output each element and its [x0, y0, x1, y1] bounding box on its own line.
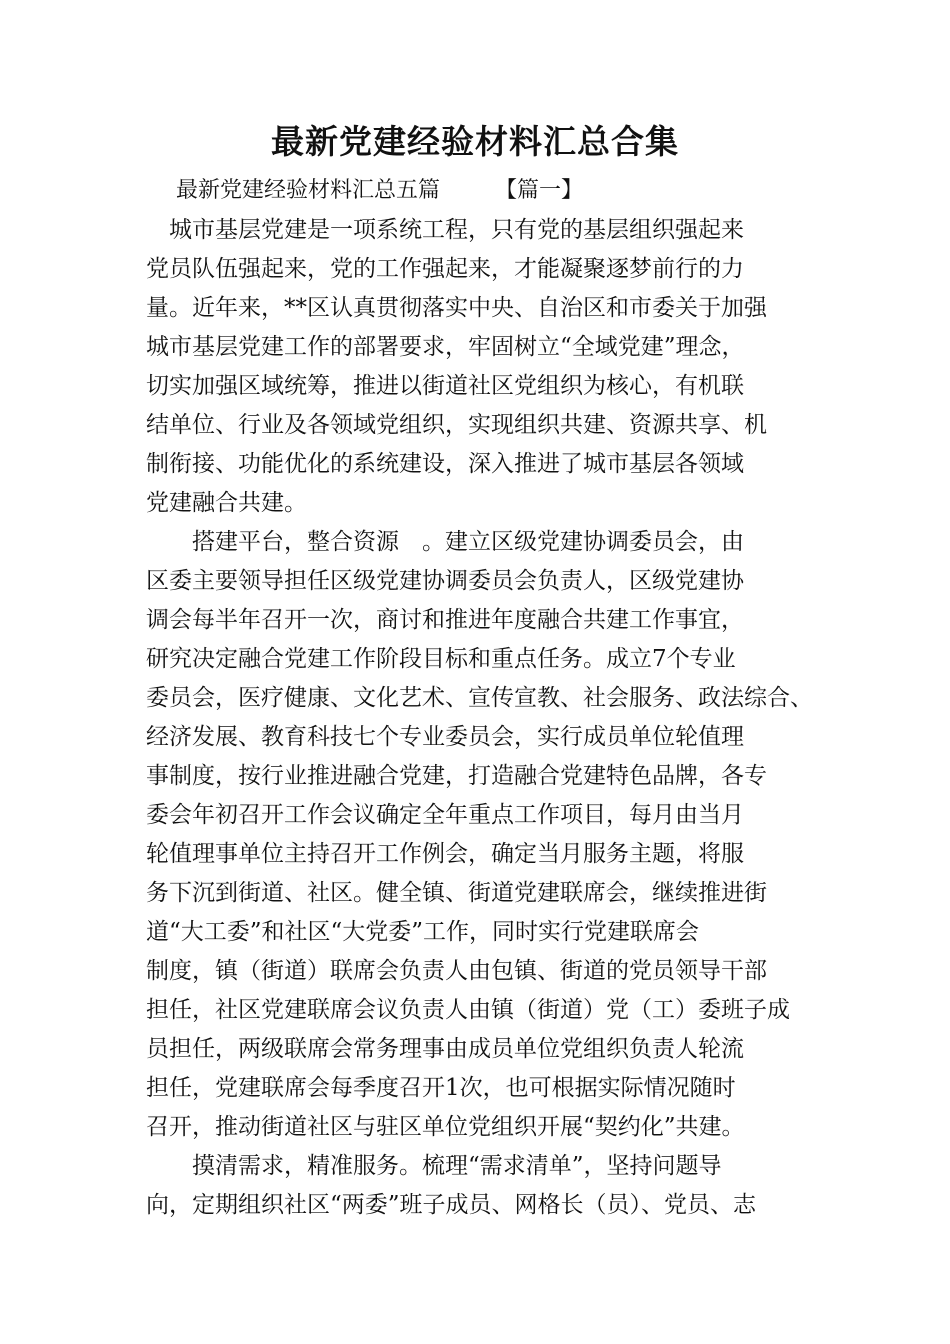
paragraph-line: 调会每半年召开一次，商讨和推进年度融合共建工作事宜， [146, 607, 744, 633]
paragraph-line: 城市基层党建工作的部署要求，牢固树立“全域党建”理念， [146, 334, 745, 360]
paragraph-line: 员担任，两级联席会常务理事由成员单位党组织负责人轮流 [146, 1036, 744, 1062]
paragraph-line: 摸清需求，精准服务。梳理“需求清单”，坚持问题导 [146, 1153, 722, 1179]
document-subtitle: 最新党建经验材料汇总五篇 【篇一】 [176, 178, 584, 203]
paragraph-line: 召开，推动街道社区与驻区单位党组织开展“契约化”共建。 [146, 1114, 745, 1140]
paragraph-line: 党员队伍强起来，党的工作强起来，才能凝聚逐梦前行的力 [146, 256, 744, 282]
paragraph-line: 制衔接、功能优化的系统建设，深入推进了城市基层各领域 [146, 451, 744, 477]
paragraph-line: 委员会，医疗健康、文化艺术、宣传宣教、社会服务、政法综合、 [146, 685, 813, 711]
paragraph-line: 量。近年来，**区认真贯彻落实中央、自治区和市委关于加强 [146, 295, 767, 321]
paragraph-line: 城市基层党建是一项系统工程，只有党的基层组织强起来 [146, 217, 744, 243]
paragraph-line: 党建融合共建。 [146, 490, 307, 516]
paragraph-line: 经济发展、教育科技七个专业委员会，实行成员单位轮值理 [146, 724, 744, 750]
paragraph-line: 研究决定融合党建工作阶段目标和重点任务。成立7个专业 [146, 646, 736, 672]
paragraph-line: 结单位、行业及各领域党组织，实现组织共建、资源共享、机 [146, 412, 767, 438]
paragraph-line: 委会年初召开工作会议确定全年重点工作项目，每月由当月 [146, 802, 744, 828]
paragraph-line: 担任，党建联席会每季度召开1次，也可根据实际情况随时 [146, 1075, 736, 1101]
paragraph-line: 搭建平台，整合资源 。建立区级党建协调委员会，由 [146, 529, 744, 555]
paragraph-line: 担任，社区党建联席会议负责人由镇（街道）党（工）委班子成 [146, 997, 790, 1023]
document-title: 最新党建经验材料汇总合集 [271, 122, 679, 161]
paragraph-line: 区委主要领导担任区级党建协调委员会负责人，区级党建协 [146, 568, 744, 594]
paragraph-line: 切实加强区域统筹，推进以街道社区党组织为核心，有机联 [146, 373, 744, 399]
paragraph-line: 制度，镇（街道）联席会负责人由包镇、街道的党员领导干部 [146, 958, 767, 984]
paragraph-line: 务下沉到街道、社区。健全镇、街道党建联席会，继续推进街 [146, 880, 767, 906]
paragraph-line: 事制度，按行业推进融合党建，打造融合党建特色品牌，各专 [146, 763, 767, 789]
paragraph-line: 向，定期组织社区“两委”班子成员、网格长（员）、党员、志 [146, 1192, 757, 1218]
paragraph-line: 道“大工委”和社区“大党委”工作，同时实行党建联席会 [146, 919, 700, 945]
paragraph-line: 轮值理事单位主持召开工作例会，确定当月服务主题，将服 [146, 841, 744, 867]
